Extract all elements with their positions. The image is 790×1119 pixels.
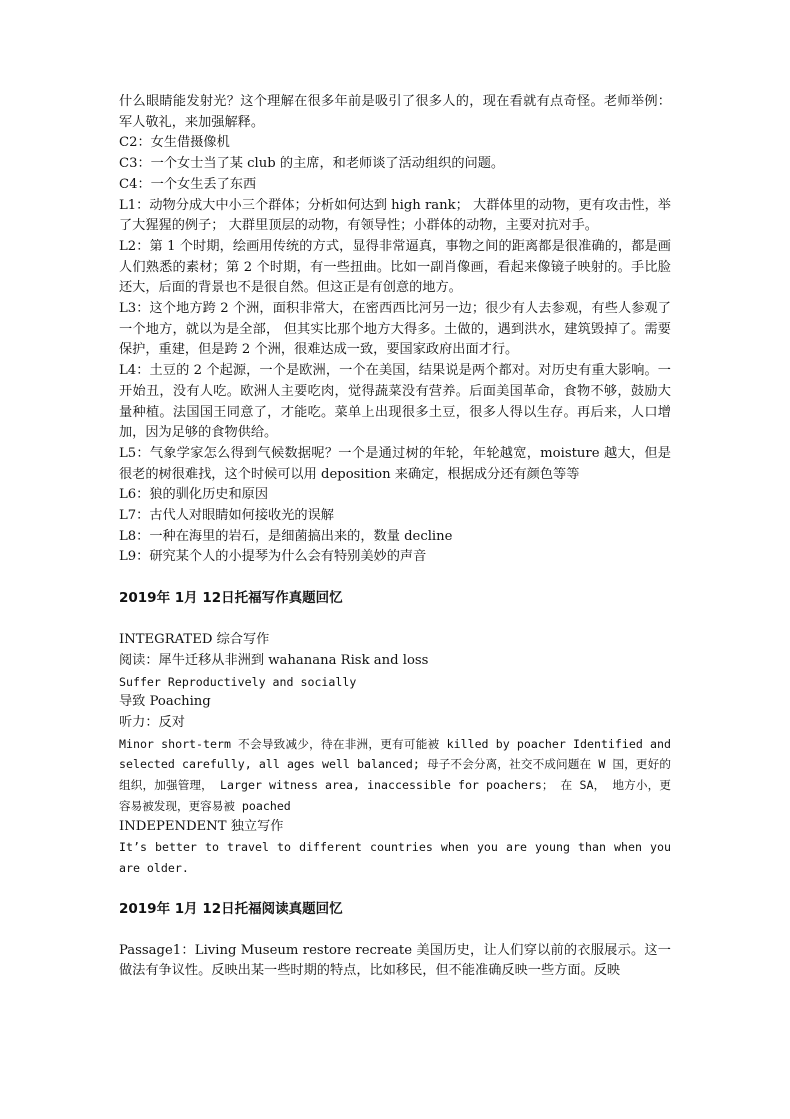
paragraph-l9: L9：研究某个人的小提琴为什么会有特别美妙的声音 [119,549,427,565]
paragraph-c4: C4：一个女生丢了东西 [119,176,257,192]
reading-passage1: Passage1：Living Museum restore recreate 美国历史，让人们穿以前的衣服展示。这一做法有争议性。反映出某一些时期的特点，比如移民，但不能准确反映一些方面。反映 [119,942,671,979]
paragraph-c3: C3：一个女士当了某 club 的主席，和老师谈了活动组织的问题。 [119,156,505,172]
paragraph-intro: 什么眼睛能发射光？这个理解在很多年前是吸引了很多人的，现在看就有点奇怪。老师举例：军人敬礼，来加强解释。 [119,94,671,130]
paragraph-l7: L7：古代人对眼睛如何接收光的误解 [119,508,334,524]
paragraph-l1: L1：动物分成大中小三个群体；分析如何达到 high rank； 大群体里的动物，更有攻击性，举了大猩猩的例子； 大群里顶层的动物，有领导性；小群体的动物，主要对抗对手。 [119,197,671,234]
paragraph-c2: C2：女生借摄像机 [119,135,230,151]
writing-reading-line: 阅读：犀牛迁移从非洲到 wahanana Risk and loss [119,652,429,668]
writing-poaching-line: 导致 Poaching [119,694,211,710]
writing-listening-detail: Minor short-term 不会导致减少，待在非洲，更有可能被 killed by poacher Identified and selected carefully, all ages well balanced; 母子不会分离，社交不成问题在 W 国，更好的组织，加强管理， Larger witness area, inaccessible for poachers； 在 SA， 地方小，更容易被发现，更容易被 poached [119,736,671,813]
paragraph-l6: L6：狼的驯化历史和原因 [119,487,269,503]
paragraph-l4: L4：土豆的 2 个起源，一个是欧洲，一个在美国，结果说是两个都对。对历史有重大影响。一开始丑，没有人吃。欧洲人主要吃肉，觉得蔬菜没有营养。后面美国革命，食物不够，鼓励大量种植。法国国王同意了，才能吃。菜单上出现很多土豆，很多人得以生存。再后来，人口增加，因为足够的食物供给。 [119,363,671,441]
paragraph-l5: L5：气象学家怎么得到气候数据呢？一个是通过树的年轮，年轮越宽，moisture 越大，但是很老的树很难找，这个时候可以用 deposition 来确定，根据成分还有颜色等等 [119,445,671,482]
writing-listening-label: 听力：反对 [119,714,185,730]
writing-integrated-label: INTEGRATED 综合写作 [119,632,270,648]
paragraph-l8: L8：一种在海里的岩石，是细菌搞出来的，数量 decline [119,528,453,544]
writing-section [119,588,671,878]
writing-suffer-line: Suffer Reproductively and socially [119,674,357,689]
reading-section [119,899,671,982]
writing-independent-label: INDEPENDENT 独立写作 [119,818,284,834]
document-page [119,92,671,982]
paragraph-l3: L3：这个地方跨 2 个洲，面积非常大，在密西西比河另一边；很少有人去参观，有些人参观了一个地方，就以为是全部， 但其实比那个地方大得多。土做的，遇到洪水，建筑毁掉了。需要保护，重建，但是跨 2 个洲，很难达成一致，要国家政府出面才行。 [119,301,671,358]
paragraph-l2: L2：第 1 个时期，绘画用传统的方式，显得非常逼真，事物之间的距离都是很准确的，都是画人们熟悉的素材；第 2 个时期，有一些扭曲。比如一副肖像画，看起来像镜子映射的。手比脸还大，后面的背景也不是很自然。但这正是有创意的地方。 [119,238,671,296]
writing-independent-prompt: It’s better to travel to different countries when you are young than when you are older. [119,840,671,875]
listening-section [119,92,671,568]
reading-heading: 2019年 1月 12日托福阅读真题回忆 [119,900,343,917]
writing-heading: 2019年 1月 12日托福写作真题回忆 [119,590,343,607]
